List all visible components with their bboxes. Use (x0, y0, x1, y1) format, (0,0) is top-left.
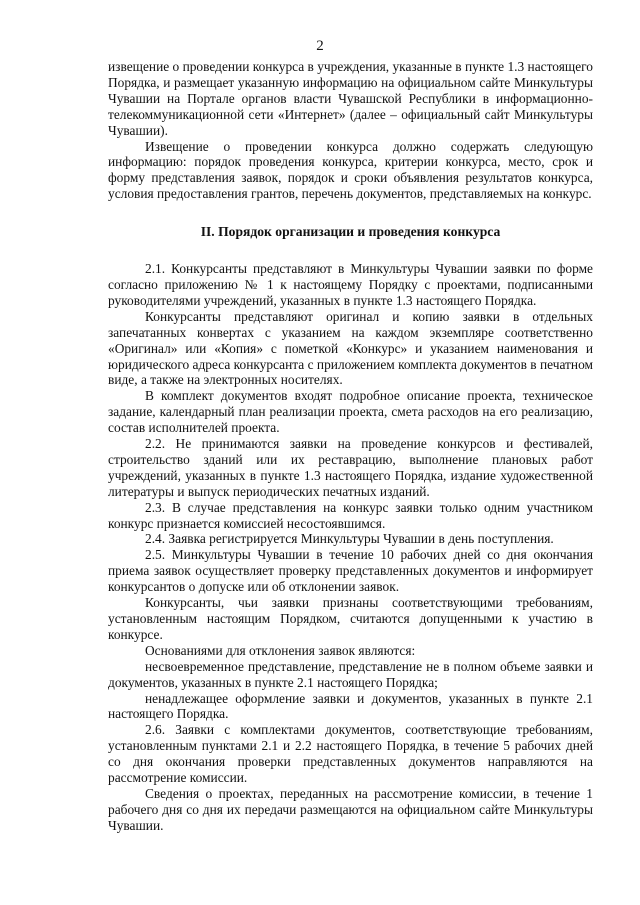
document-body (108, 59, 593, 834)
page-number: 2 (316, 38, 324, 54)
paragraph-document-set: В комплект документов входят подробное описание проекта, техническое задание, календарный план реализации проекта, смета расходов на его реализацию, состав исполнителей проекта. (108, 388, 593, 436)
paragraph-originals-copies: Конкурсанты представляют оригинал и копию заявки в отдельных запечатанных конвертах с указанием на каждом экземпляре соответственно «Оригинал» или «Копия» с пометкой «Конкурс» и указанием наименования и юридического адреса конкурсанта с приложением комплекта документов в печатном виде, а также на электронных носителях. (108, 308, 593, 388)
paragraph-publication: Сведения о проектах, переданных на рассмотрение комиссии, в течение 1 рабочего дня со дня их передачи размещаются на официальном сайте Минкультуры Чувашии. (108, 785, 593, 833)
paragraph-2-6: 2.6. Заявки с комплектами документов, соответствующие требованиям, установленным пунктами 2.1 и 2.2 настоящего Порядка, в течение 5 рабочих дней со дня окончания проверки представленных документов направляются на рассмотрение комиссии. (108, 722, 593, 786)
paragraph-rejection-improper: ненадлежащее оформление заявки и документов, указанных в пункте 2.1 настоящего Порядка. (108, 690, 593, 722)
paragraph-admitted: Конкурсанты, чьи заявки признаны соответствующими требованиям, установленным настоящим Порядком, считаются допущенными к участию в конкурсе. (108, 595, 593, 642)
paragraph-rejection-grounds: Основаниями для отклонения заявок являются: (145, 642, 416, 658)
paragraph-2-2: 2.2. Не принимаются заявки на проведение конкурсов и фестивалей, строительство зданий или их реставрацию, выполнение плановых работ учреждений, указанных в пункте 1.3 настоящего Порядка, издание художественной литературы и выпуск периодических печатных изданий. (108, 436, 593, 499)
paragraph-2-4: 2.4. Заявка регистрируется Минкультуры Чувашии в день поступления. (145, 531, 554, 547)
paragraph-rejection-late: несвоевременное представление, представление не в полном объеме заявки и документов, указанных в пункте 2.1 настоящего Порядка; (108, 658, 593, 690)
section-heading: II. Порядок организации и проведения конкурса (200, 224, 501, 240)
paragraph-2-1: 2.1. Конкурсанты представляют в Минкультуры Чувашии заявки по форме согласно приложению № 1 к настоящему Порядку с проектами, подписанными руководителями учреждений, указанных в пункте 1.3 настоящего Порядка. (108, 261, 593, 308)
paragraph-2-5: 2.5. Минкультуры Чувашии в течение 10 рабочих дней со дня окончания приема заявок осуществляет проверку представленных документов и информирует конкурсантов о допуске или об отклонении заявок. (108, 547, 593, 595)
paragraph-2-3: 2.3. В случае представления на конкурс заявки только одним участником конкурс признается комиссией несостоявшимся. (108, 499, 593, 531)
intro-paragraph-1: извещение о проведении конкурса в учреждения, указанные в пункте 1.3 настоящего Порядка, и размещает указанную информацию на официальном сайте Минкультуры Чувашии на Портале органов власти Чувашской Республики в информационно-телекоммуникационной сети «Интернет» (далее – официальный сайт Минкультуры Чувашии). (108, 59, 593, 138)
intro-paragraph-2: Извещение о проведении конкурса должно содержать следующую информацию: порядок проведения конкурса, критерии конкурса, место, срок и форму представления заявок, порядок и сроки объявления результатов конкурса, условия предоставления грантов, перечень документов, представляемых на конкурс. (108, 138, 593, 202)
